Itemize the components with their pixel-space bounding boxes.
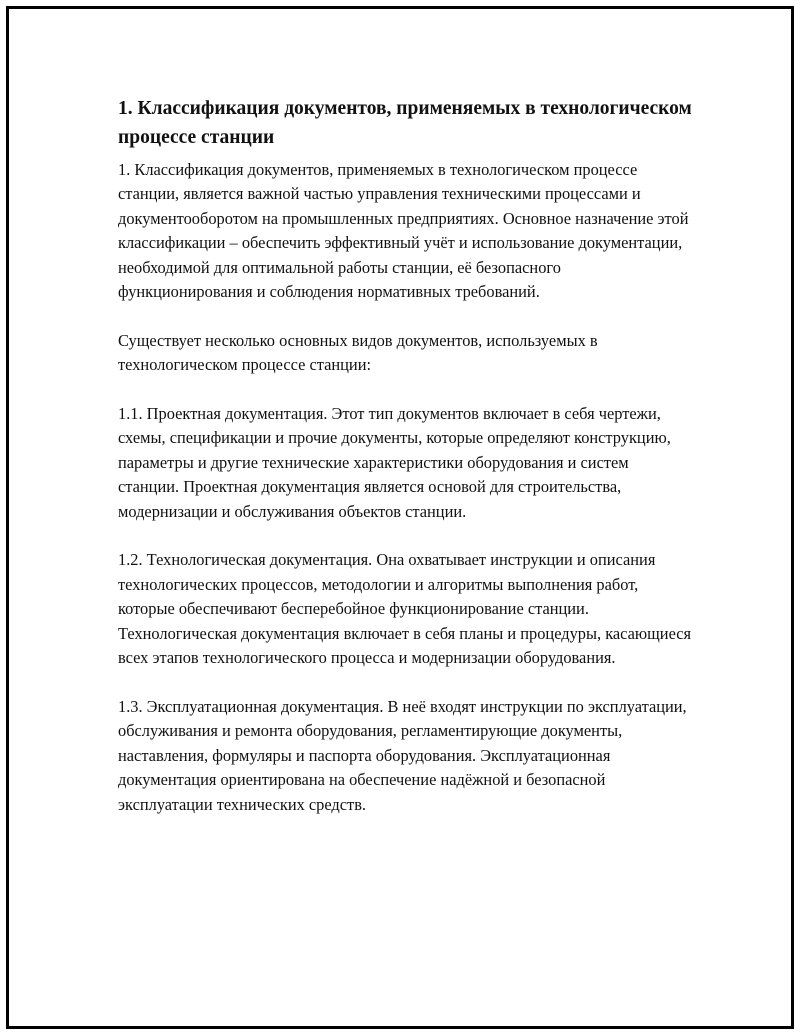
paragraph-operational-docs: 1.3. Эксплуатационная документация. В неё входят инструкции по эксплуатации, обслуживания и ремонта оборудования, регламентирующие документы, наставления, формуляры и паспорта оборудования. Эксплуатационная документация ориентирована на обеспечение надёжной и безопасной эксплуатации технических средств. xyxy=(118,696,687,814)
paragraph-types-lead: Существует несколько основных видов документов, используемых в технологическом процессе станции: xyxy=(118,330,598,375)
document-heading: 1. Классификация документов, применяемых в технологическом процессе станции xyxy=(118,98,692,148)
paragraph-intro: 1. Классификация документов, применяемых в технологическом процессе станции, является важной частью управления техническими процессами и документооборотом на промышленных предприятиях. Основное назначение этой классификации – обеспечить эффективный учёт и использование документации, необходимой для оптимальной работы станции, её безопасного функционирования и соблюдения нормативных требований. xyxy=(118,160,689,302)
paragraph-design-docs: 1.1. Проектная документация. Этот тип документов включает в себя чертежи, схемы, спецификации и прочие документы, которые определяют конструкцию, параметры и другие технические характеристики оборудования и систем станции. Проектная документация является основой для строительства, модернизации и обслуживания объектов станции. xyxy=(118,404,671,521)
paragraph-technological-docs: 1.2. Технологическая документация. Она охватывает инструкции и описания технологических процессов, методологии и алгоритмы выполнения работ, которые обеспечивают бесперебойное функционирование станции. Технологическая документация включает в себя планы и процедуры, касающиеся всех этапов технологического процесса и модернизации оборудования. xyxy=(118,550,692,668)
document-body xyxy=(118,94,693,841)
